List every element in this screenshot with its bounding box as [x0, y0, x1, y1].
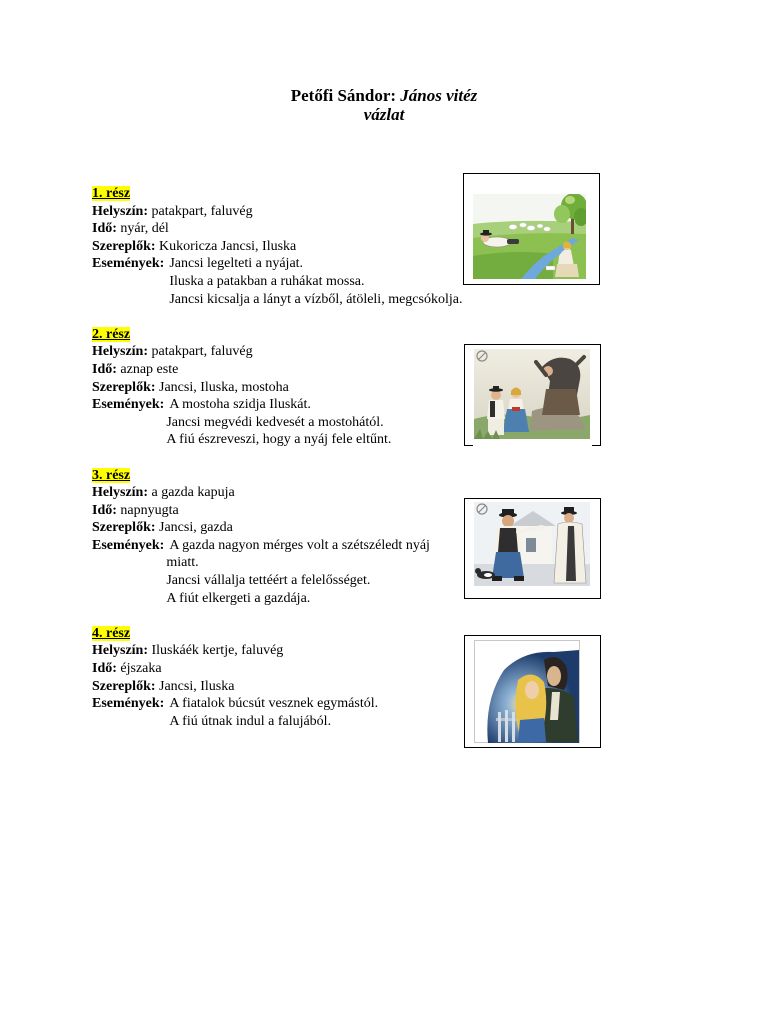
events-list [169, 695, 378, 730]
part-3-illustration [474, 502, 590, 586]
events-list [166, 396, 391, 449]
time-label: Idő: [92, 661, 117, 677]
time-value: éjszaka [120, 661, 162, 677]
time-value: aznap este [120, 361, 179, 377]
time-label: Idő: [92, 361, 117, 377]
location-line [92, 642, 472, 660]
location-label: Helyszín: [92, 485, 148, 501]
event-item: Jancsi legelteti a nyájat. [169, 256, 304, 272]
time-line [92, 502, 472, 520]
title-work: János vitéz [400, 86, 478, 105]
part-heading: 2. rész [92, 326, 131, 342]
characters-label: Szereplők: [92, 678, 156, 694]
characters-line [92, 519, 472, 537]
event-item: A fiú észreveszi, hogy a nyáj fele eltűnt. [166, 432, 392, 448]
characters-value: Kukoricza Jancsi, Iluska [159, 238, 297, 254]
part-1 [92, 185, 472, 308]
location-value: a gazda kapuja [151, 485, 235, 501]
part-1-illustration [473, 194, 586, 279]
event-item: A mostoha szidja Iluskát. [169, 397, 311, 413]
location-label: Helyszín: [92, 203, 148, 219]
part-heading: 3. rész [92, 467, 131, 483]
woman-figure [515, 674, 546, 742]
location-line [92, 484, 472, 502]
part-2 [92, 326, 472, 449]
title-author: Petőfi Sándor: [290, 86, 397, 105]
location-line [92, 343, 472, 361]
event-item: A fiút elkergeti a gazdája. [166, 590, 311, 606]
events-list [169, 255, 462, 308]
events-label: Események: [92, 537, 165, 553]
events-line [92, 695, 472, 730]
events-line [92, 537, 472, 607]
part-3 [92, 467, 472, 608]
characters-line [92, 379, 472, 397]
part-heading-line [92, 625, 472, 643]
outline [92, 185, 472, 748]
time-line [92, 361, 472, 379]
part-2-illustration [474, 349, 590, 439]
characters-line [92, 238, 472, 256]
characters-value: Jancsi, Iluska, mostoha [159, 379, 289, 395]
characters-label: Szereplők: [92, 379, 156, 395]
time-label: Idő: [92, 221, 117, 237]
location-label: Helyszín: [92, 344, 148, 360]
part-heading-line [92, 326, 472, 344]
part-4 [92, 625, 472, 731]
characters-value: Jancsi, Iluska [159, 678, 235, 694]
event-item: Iluska a patakban a ruhákat mossa. [169, 273, 365, 289]
characters-label: Szereplők: [92, 520, 156, 536]
location-label: Helyszín: [92, 643, 148, 659]
event-item: Jancsi megvédi kedvesét a mostohától. [166, 414, 384, 430]
time-line [92, 660, 472, 678]
characters-label: Szereplők: [92, 238, 156, 254]
characters-value: Jancsi, gazda [159, 520, 233, 536]
event-item: Jancsi kicsalja a lányt a vízből, átöleli, megcsókolja. [169, 291, 463, 307]
time-value: nyár, dél [120, 221, 169, 237]
part-heading: 4. rész [92, 625, 131, 641]
events-line [92, 396, 472, 449]
part-heading-line [92, 467, 472, 485]
events-label: Események: [92, 397, 165, 413]
location-value: patakpart, faluvég [151, 344, 253, 360]
location-value: Iluskáék kertje, faluvég [151, 643, 284, 659]
events-label: Események: [92, 696, 165, 712]
location-line [92, 203, 472, 221]
title-line [0, 86, 768, 105]
part-4-illustration [474, 640, 580, 743]
time-label: Idő: [92, 502, 117, 518]
event-item: A gazda nagyon mérges volt a szétszéledt nyáj miatt. [166, 537, 430, 571]
location-value: patakpart, faluvég [151, 203, 253, 219]
event-item: Jancsi vállalja tettéért a felelősséget. [166, 573, 371, 589]
events-list [166, 537, 451, 607]
title-subtitle: vázlat [363, 105, 405, 124]
part-heading: 1. rész [92, 186, 131, 201]
characters-line [92, 678, 472, 696]
time-value: napnyugta [120, 502, 179, 518]
part-heading-line [92, 185, 472, 203]
time-line [92, 220, 472, 238]
event-item: A fiú útnak indul a falujából. [169, 713, 332, 729]
events-label: Események: [92, 256, 165, 272]
events-line [92, 255, 472, 308]
event-item: A fiatalok búcsút vesznek egymástól. [169, 696, 379, 712]
document-title [0, 86, 768, 124]
